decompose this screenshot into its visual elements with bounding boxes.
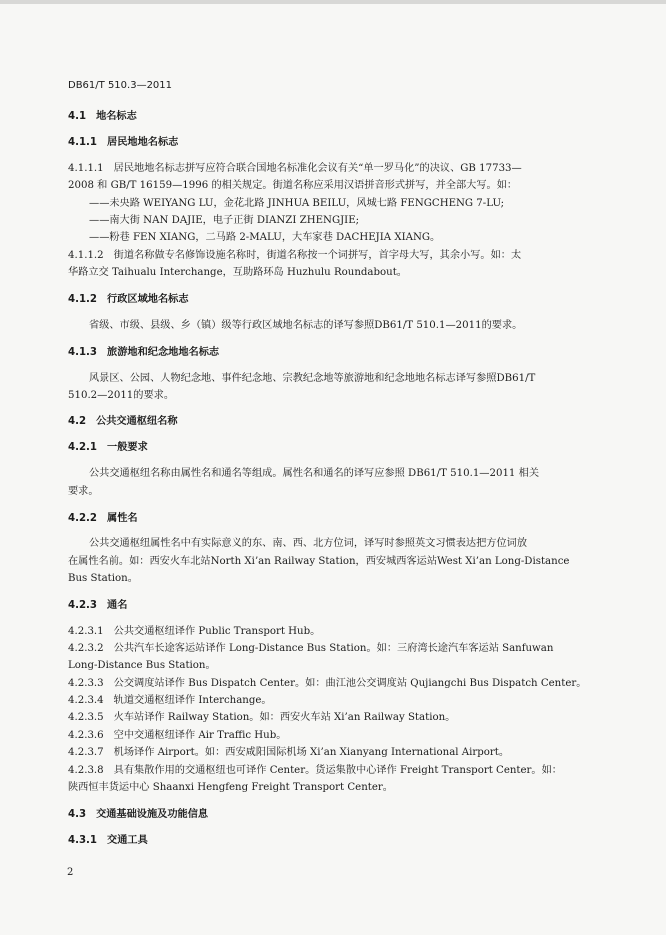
heading-number: 4.1.2 [68,294,98,305]
clause-number: 4.1.1.2 [68,250,104,261]
clause-number: 4.2.3.1 [68,626,104,637]
paragraph-line: 公共交通枢纽名称由属性名和通名等组成。属性名和通名的译写应参照 DB61/T 510.1—2011 相关 [89,468,540,479]
clause-number: 4.2.3.7 [68,747,104,758]
heading-number: 4.2.3 [68,600,98,611]
clause-number: 4.1.1.1 [68,163,104,174]
clause-number: 4.2.3.4 [68,695,104,706]
clause-4-2-3-8-line2: 陕西恒丰货运中心 Shaanxi Hengfeng Freight Transport Center。 [68,782,393,793]
heading-title: 公共交通枢纽名称 [96,416,178,427]
heading-4-2-1 [68,441,148,454]
heading-number: 4.1.3 [68,347,98,358]
clause-4-2-3-2-line1 [68,642,553,655]
heading-number: 4.1.1 [68,137,98,148]
paragraph-line: 要求。 [68,486,99,497]
heading-4-1-3 [68,346,219,359]
clause-4-2-3-6 [68,729,286,742]
clause-number: 4.2.3.2 [68,643,104,654]
example-item: ——南大街 NAN DAJIE，电子正街 DIANZI ZHENGJIE; [89,215,360,226]
clause-text: 居民地地名标志拼写应符合联合国地名标准化会议有关“单一罗马化”的决议、GB 17733— [113,163,522,174]
heading-title: 属性名 [107,513,138,524]
clause-4-1-1-1-line2: 2008 和 GB/T 16159—1996 的相关规定。街道名称应采用汉语拼音形式拼写，并全部大写。如： [68,180,518,191]
heading-number: 4.2.1 [68,442,98,453]
heading-number: 4.3.1 [68,835,98,846]
clause-4-2-3-8-line1 [68,764,562,777]
clause-number: 4.2.3.6 [68,730,104,741]
clause-4-1-1-2-line2: 华路立交 Taihualu Interchange，互助路环岛 Huzhulu Roundabout。 [68,267,407,278]
clause-text: 机场译作 Airport。如：西安咸阳国际机场 Xi’an Xianyang International Airport。 [113,747,510,758]
heading-number: 4.2 [68,416,87,427]
heading-title: 交通工具 [107,835,148,846]
clause-text: 街道名称做专名修饰设施名称时，街道名称按一个词拼写，首字母大写，其余小写。如：太 [113,250,522,261]
heading-4-1-1 [68,136,178,149]
clause-4-2-3-4 [68,694,272,707]
clause-4-2-3-2-line2: Long-Distance Bus Station。 [68,660,216,671]
heading-4-2 [68,415,178,428]
heading-4-3-1 [68,834,148,847]
heading-title: 旅游地和纪念地地名标志 [107,347,220,358]
paragraph-line: 公共交通枢纽属性名中有实际意义的东、南、西、北方位词，译写时参照英文习惯表达把方位词放 [89,538,528,549]
paragraph-line: 510.2—2011的要求。 [68,390,175,401]
document-id: DB61/T 510.3—2011 [68,80,173,91]
heading-title: 一般要求 [107,442,148,453]
clause-number: 4.2.3.3 [68,678,104,689]
heading-title: 地名标志 [96,111,137,122]
clause-text: 轨道交通枢纽译作 Interchange。 [113,695,272,706]
clause-text: 具有集散作用的交通枢纽也可译作 Center。货运集散中心译作 Freight Transport Center。如： [113,765,562,776]
heading-4-1-2 [68,293,189,306]
heading-4-2-2 [68,512,138,525]
heading-title: 通名 [107,600,128,611]
clause-4-2-3-5 [68,711,455,724]
heading-4-2-3 [68,599,127,612]
clause-4-2-3-7 [68,746,509,759]
clause-text: 空中交通枢纽译作 Air Traffic Hub。 [113,730,287,741]
heading-number: 4.3 [68,809,87,820]
heading-number: 4.2.2 [68,513,98,524]
clause-4-1-1-2-line1 [68,249,521,262]
clause-text: 火车站译作 Railway Station。如：西安火车站 Xi’an Railway Station。 [113,712,456,723]
heading-number: 4.1 [68,111,87,122]
clause-number: 4.2.3.5 [68,712,104,723]
paragraph-line: 风景区、公园、人物纪念地、事件纪念地、宗教纪念地等旅游地和纪念地地名标志译写参照DB61/T [89,373,536,384]
heading-title: 居民地地名标志 [107,137,179,148]
heading-4-3 [68,808,208,821]
clause-text: 公共交通枢纽译作 Public Transport Hub。 [113,626,321,637]
clause-text: 公交调度站译作 Bus Dispatch Center。如：曲江池公交调度站 Qujiangchi Bus Dispatch Center。 [113,678,587,689]
clause-4-1-1-1-line1 [68,162,522,175]
paragraph-line: 在属性名前。如：西安火车北站North Xi’an Railway Station，西安城西客运站West Xi’an Long-Distance [68,556,570,567]
heading-title: 行政区域地名标志 [107,294,189,305]
clause-number: 4.2.3.8 [68,765,104,776]
example-item: ——粉巷 FEN XIANG，二马路 2-MALU，大车家巷 DACHEJIA XIANG。 [89,232,441,243]
heading-title: 交通基础设施及功能信息 [96,809,209,820]
page-number: 2 [67,867,74,878]
clause-text: 公共汽车长途客运站译作 Long-Distance Bus Station。如：三府湾长途汽车客运站 Sanfuwan [113,643,554,654]
paragraph: 省级、市级、县级、乡（镇）级等行政区域地名标志的译写参照DB61/T 510.1—2011的要求。 [89,320,523,331]
example-item: ——未央路 WEIYANG LU，金花北路 JINHUA BEILU，风城七路 FENGCHENG 7-LU; [89,198,505,209]
clause-4-2-3-1 [68,625,320,638]
paragraph-line: Bus Station。 [68,573,138,584]
clause-4-2-3-3 [68,677,586,690]
heading-4-1 [68,110,137,123]
